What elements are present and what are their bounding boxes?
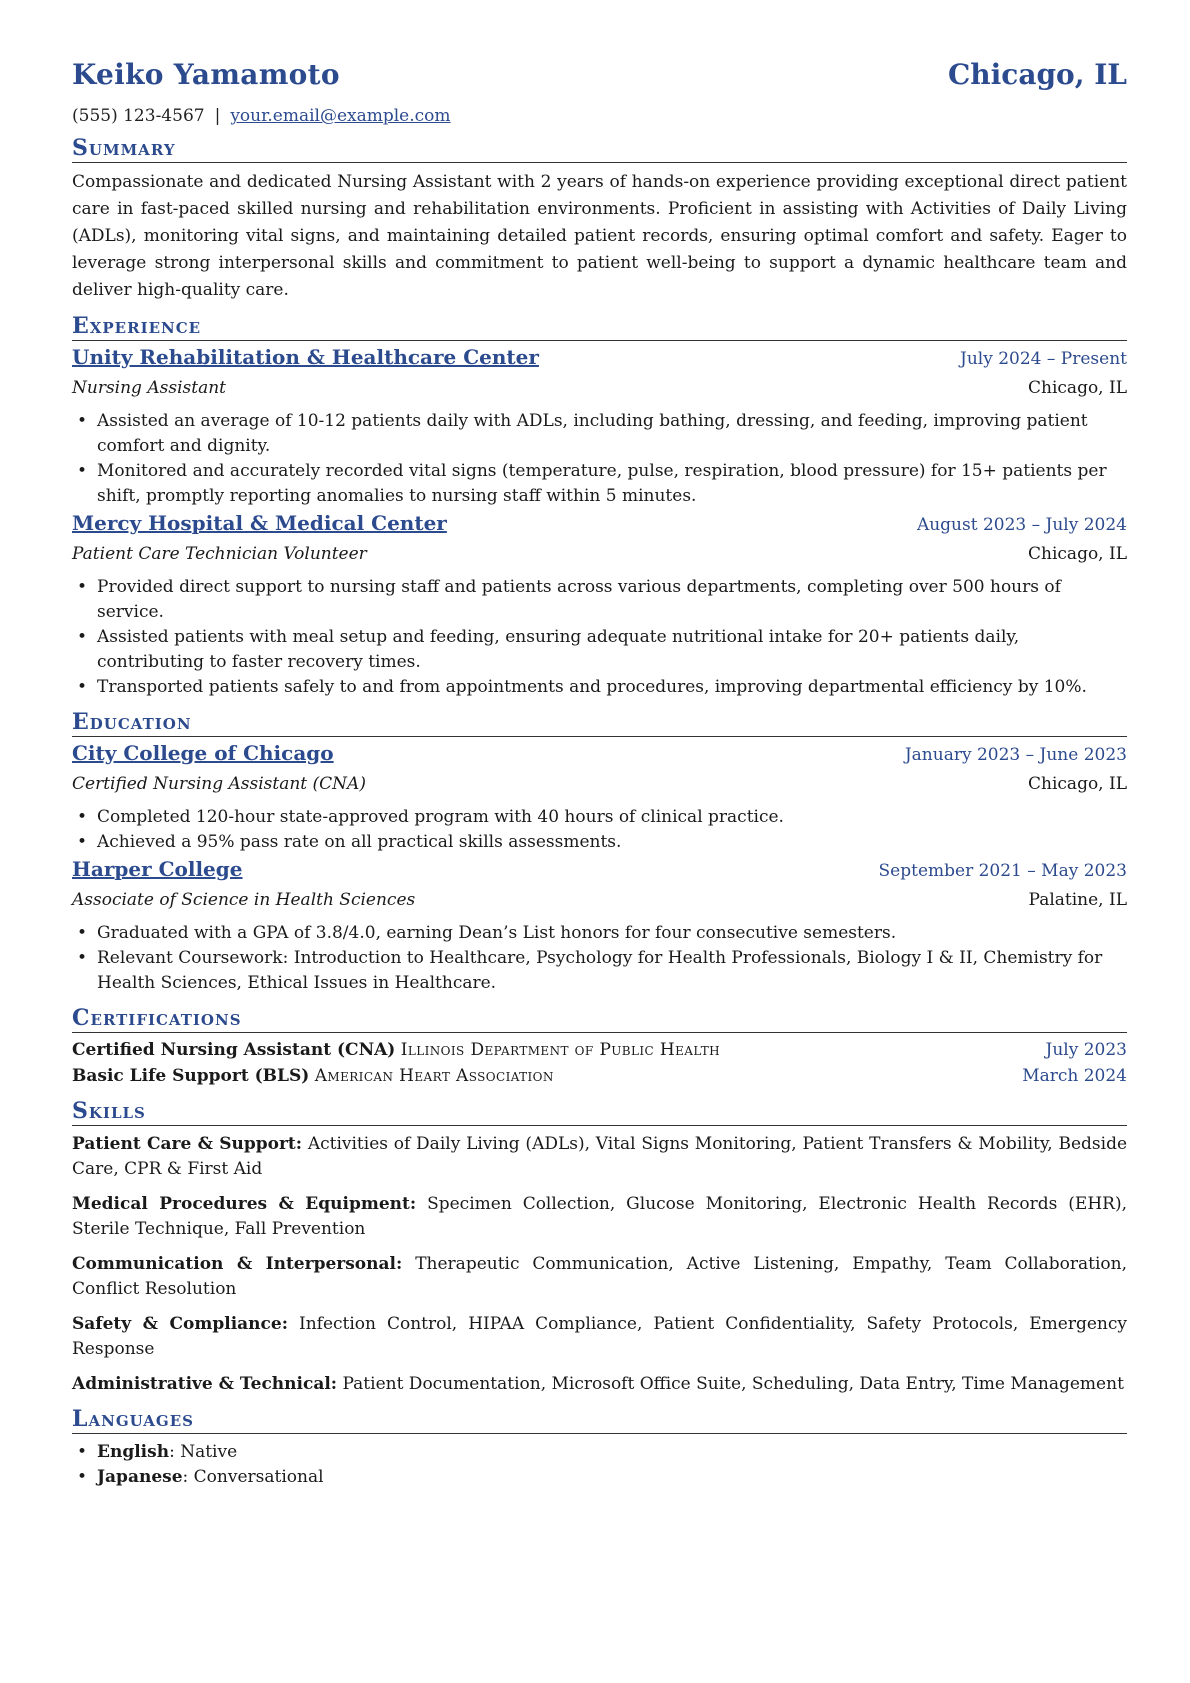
skills-list bbox=[72, 1132, 1127, 1397]
experience-entry bbox=[72, 343, 1127, 509]
section-title-languages: Languages bbox=[72, 1407, 1127, 1434]
certification-name: Certified Nursing Assistant (CNA) bbox=[72, 1040, 396, 1060]
list-item: • Assisted patients with meal setup and feeding, ensuring adequate nutritional intake for 20+ patients daily, contributing to faster recovery times. bbox=[97, 625, 1127, 675]
skill-group bbox=[72, 1252, 1127, 1302]
skill-items: Activities of Daily Living (ADLs), Vital Signs Monitoring, Patient Transfers & Mobility, Bedside Care, CPR & First Aid bbox=[72, 1134, 1128, 1179]
date-range: July 2024 – Present bbox=[960, 349, 1127, 369]
resume-page bbox=[72, 58, 1127, 1490]
language-name: Japanese bbox=[97, 1467, 183, 1487]
skill-category: Patient Care & Support: bbox=[72, 1134, 303, 1154]
certification-row bbox=[72, 1037, 1127, 1063]
email-link[interactable]: your.email@example.com bbox=[230, 106, 451, 126]
skill-group bbox=[72, 1312, 1127, 1362]
organization-link[interactable]: Mercy Hospital & Medical Center bbox=[72, 511, 447, 535]
list-item: • English: Native bbox=[97, 1440, 1127, 1465]
entry-location: Chicago, IL bbox=[1028, 378, 1127, 398]
phone-number: (555) 123-4567 bbox=[72, 106, 205, 126]
list-item: • Transported patients safely to and from appointments and procedures, improving departmental efficiency by 10%. bbox=[97, 675, 1127, 700]
list-item: • Completed 120-hour state-approved program with 40 hours of clinical practice. bbox=[97, 805, 1127, 830]
date-range: August 2023 – July 2024 bbox=[916, 515, 1127, 535]
section-title-experience: Experience bbox=[72, 314, 1127, 341]
section-title-summary: Summary bbox=[72, 136, 1127, 163]
candidate-name: Keiko Yamamoto bbox=[72, 58, 340, 91]
list-item: • Assisted an average of 10-12 patients daily with ADLs, including bathing, dressing, and feeding, improving patient comfort and dignity. bbox=[97, 409, 1127, 459]
candidate-location: Chicago, IL bbox=[947, 58, 1127, 91]
bullet-list bbox=[72, 921, 1127, 996]
certification-issuer: American Heart Association bbox=[314, 1066, 554, 1086]
bullet-list bbox=[72, 575, 1127, 700]
institution-link[interactable]: City College of Chicago bbox=[72, 741, 334, 765]
language-name: English bbox=[97, 1442, 170, 1462]
experience-entry bbox=[72, 509, 1127, 700]
section-title-certifications: Certifications bbox=[72, 1006, 1127, 1033]
language-level: Conversational bbox=[193, 1467, 324, 1487]
job-title: Patient Care Technician Volunteer bbox=[72, 544, 367, 564]
certification-date: July 2023 bbox=[1045, 1040, 1127, 1060]
skill-category: Communication & Interpersonal: bbox=[72, 1254, 403, 1274]
skill-group bbox=[72, 1372, 1127, 1397]
job-title: Nursing Assistant bbox=[72, 378, 226, 398]
resume-header bbox=[72, 58, 1127, 98]
list-item: • Achieved a 95% pass rate on all practical skills assessments. bbox=[97, 830, 1127, 855]
degree-title: Certified Nursing Assistant (CNA) bbox=[72, 774, 366, 794]
skill-items: Patient Documentation, Microsoft Office Suite, Scheduling, Data Entry, Time Management bbox=[342, 1374, 1124, 1394]
section-title-skills: Skills bbox=[72, 1099, 1127, 1126]
language-level: Native bbox=[180, 1442, 238, 1462]
certification-issuer: Illinois Department of Public Health bbox=[400, 1040, 721, 1060]
education-entry bbox=[72, 739, 1127, 855]
certification-date: March 2024 bbox=[1022, 1066, 1127, 1086]
skill-category: Administrative & Technical: bbox=[72, 1374, 338, 1394]
list-item: • Provided direct support to nursing staff and patients across various departments, completing over 500 hours of service. bbox=[97, 575, 1127, 625]
education-entry bbox=[72, 855, 1127, 996]
skill-category: Medical Procedures & Equipment: bbox=[72, 1194, 417, 1214]
entry-location: Chicago, IL bbox=[1028, 544, 1127, 564]
organization-link[interactable]: Unity Rehabilitation & Healthcare Center bbox=[72, 345, 539, 369]
skill-items: Infection Control, HIPAA Compliance, Patient Confidentiality, Safety Protocols, Emergency Response bbox=[72, 1314, 1127, 1359]
certification-name: Basic Life Support (BLS) bbox=[72, 1066, 310, 1086]
certification-row bbox=[72, 1063, 1127, 1089]
date-range: September 2021 – May 2023 bbox=[878, 861, 1127, 881]
bullet-list bbox=[72, 805, 1127, 855]
summary-text: Compassionate and dedicated Nursing Assistant with 2 years of hands-on experience providing exceptional direct patient care in fast-paced skilled nursing and rehabilitation environments. Proficient in assisting with Activities of Daily Living (ADLs), monitoring vital signs, and maintaining detailed patient records, ensuring optimal comfort and safety. Eager to leverage strong interpersonal skills and commitment to patient well-being to support a dynamic healthcare team and deliver high-quality care. bbox=[72, 172, 1127, 300]
list-item: • Japanese: Conversational bbox=[97, 1465, 1127, 1490]
skill-items: Specimen Collection, Glucose Monitoring, Electronic Health Records (EHR), Sterile Technique, Fall Prevention bbox=[72, 1194, 1128, 1239]
list-item: • Graduated with a GPA of 3.8/4.0, earning Dean’s List honors for four consecutive semesters. bbox=[97, 921, 1127, 946]
institution-link[interactable]: Harper College bbox=[72, 857, 243, 881]
degree-title: Associate of Science in Health Sciences bbox=[72, 890, 416, 910]
skill-group bbox=[72, 1192, 1127, 1242]
skill-category: Safety & Compliance: bbox=[72, 1314, 288, 1334]
entry-location: Palatine, IL bbox=[1028, 890, 1127, 910]
entry-location: Chicago, IL bbox=[1028, 774, 1127, 794]
date-range: January 2023 – June 2023 bbox=[904, 745, 1127, 765]
languages-list bbox=[72, 1440, 1127, 1490]
contact-separator: | bbox=[214, 106, 221, 126]
section-title-education: Education bbox=[72, 710, 1127, 737]
list-item: • Relevant Coursework: Introduction to Healthcare, Psychology for Health Professionals, Biology I & II, Chemistry for Health Sciences, Ethical Issues in Healthcare. bbox=[97, 946, 1127, 996]
bullet-list bbox=[72, 409, 1127, 509]
contact-line bbox=[72, 106, 1127, 126]
list-item: • Monitored and accurately recorded vital signs (temperature, pulse, respiration, blood pressure) for 15+ patients per shift, promptly reporting anomalies to nursing staff within 5 minutes. bbox=[97, 459, 1127, 509]
skill-group bbox=[72, 1132, 1127, 1182]
skill-items: Therapeutic Communication, Active Listening, Empathy, Team Collaboration, Conflict Resolution bbox=[72, 1254, 1128, 1299]
